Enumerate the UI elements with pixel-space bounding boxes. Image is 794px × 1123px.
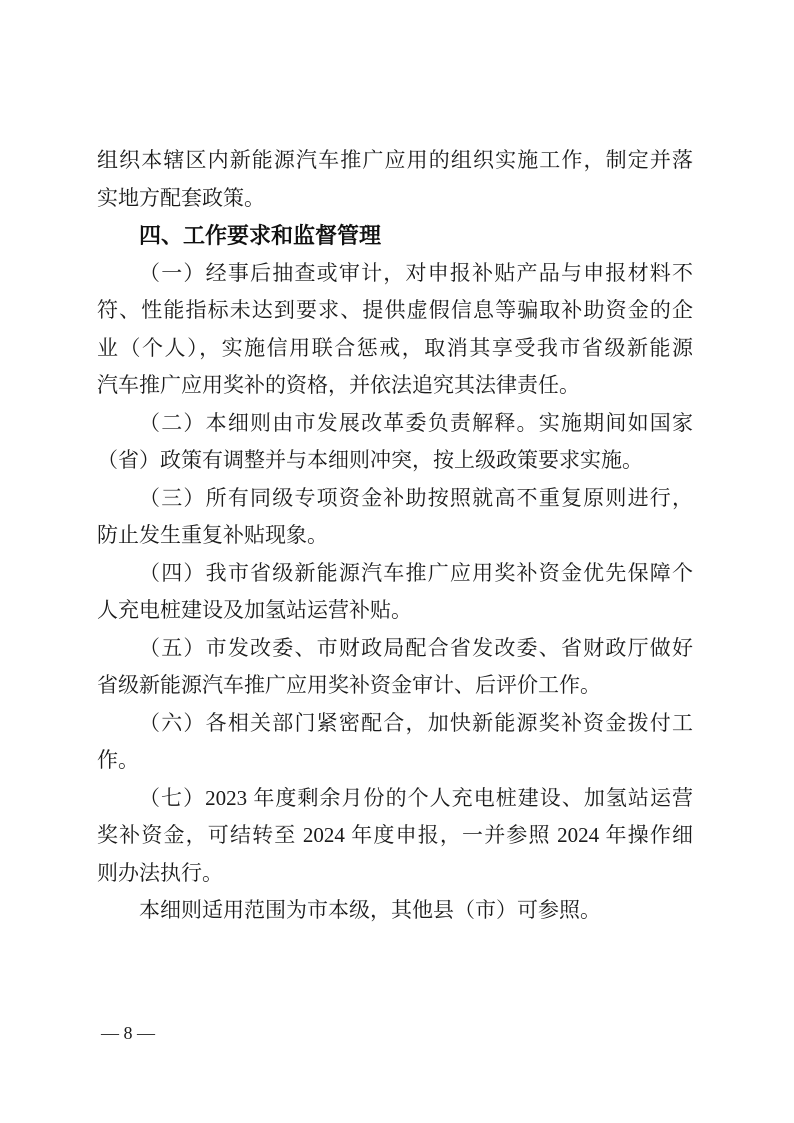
text-line: 本细则适用范围为市本级，其他县（市）可参照。 (139, 898, 601, 922)
text-line: （三）所有同级专项资金补助按照就高不重复原则进行， (139, 485, 693, 510)
paragraph (97, 705, 693, 780)
page-number: — 8 — (101, 1023, 155, 1043)
text-line: 符、性能指标未达到要求、提供虚假信息等骗取补助资金的企 (97, 298, 693, 322)
text-line: （六）各相关部门紧密配合，加快新能源奖补资金拨付工 (139, 710, 693, 735)
text-line: 作。 (97, 748, 139, 772)
paragraph (97, 405, 693, 480)
text-line: （二）本细则由市发展改革委负责解释。实施期间如国家 (139, 410, 693, 435)
section-heading (97, 217, 693, 255)
paragraph (97, 780, 693, 893)
paragraph (97, 142, 693, 217)
paragraph (97, 255, 693, 405)
text-line: 人充电桩建设及加氢站运营补贴。 (97, 598, 412, 622)
text-line: 奖补资金，可结转至 2024 年度申报，一并参照 2024 年操作细 (97, 823, 693, 847)
text-line: （五）市发改委、市财政局配合省发改委、省财政厅做好 (139, 635, 693, 660)
text-line: （四）我市省级新能源汽车推广应用奖补资金优先保障个 (139, 560, 693, 585)
paragraph (97, 892, 693, 930)
text-line: （一）经事后抽查或审计，对申报补贴产品与申报材料不 (139, 260, 693, 285)
paragraph (97, 630, 693, 705)
text-line: 组织本辖区内新能源汽车推广应用的组织实施工作，制定并落 (97, 148, 693, 172)
paragraph (97, 480, 693, 555)
text-line: 省级新能源汽车推广应用奖补资金审计、后评价工作。 (97, 673, 601, 697)
text-line: 防止发生重复补贴现象。 (97, 523, 328, 547)
paragraph (97, 555, 693, 630)
document-content (97, 142, 693, 930)
page-footer (101, 1021, 155, 1045)
text-line: 业（个人），实施信用联合惩戒，取消其享受我市省级新能源 (97, 335, 693, 360)
text-line: （七）2023 年度剩余月份的个人充电桩建设、加氢站运营 (139, 785, 693, 810)
text-line: 则办法执行。 (97, 860, 223, 885)
text-line: （省）政策有调整并与本细则冲突，按上级政策要求实施。 (97, 448, 643, 472)
text-line: 四、工作要求和监督管理 (139, 223, 382, 248)
text-line: 实地方配套政策。 (97, 185, 265, 210)
text-line: 汽车推广应用奖补的资格，并依法追究其法律责任。 (97, 373, 580, 397)
